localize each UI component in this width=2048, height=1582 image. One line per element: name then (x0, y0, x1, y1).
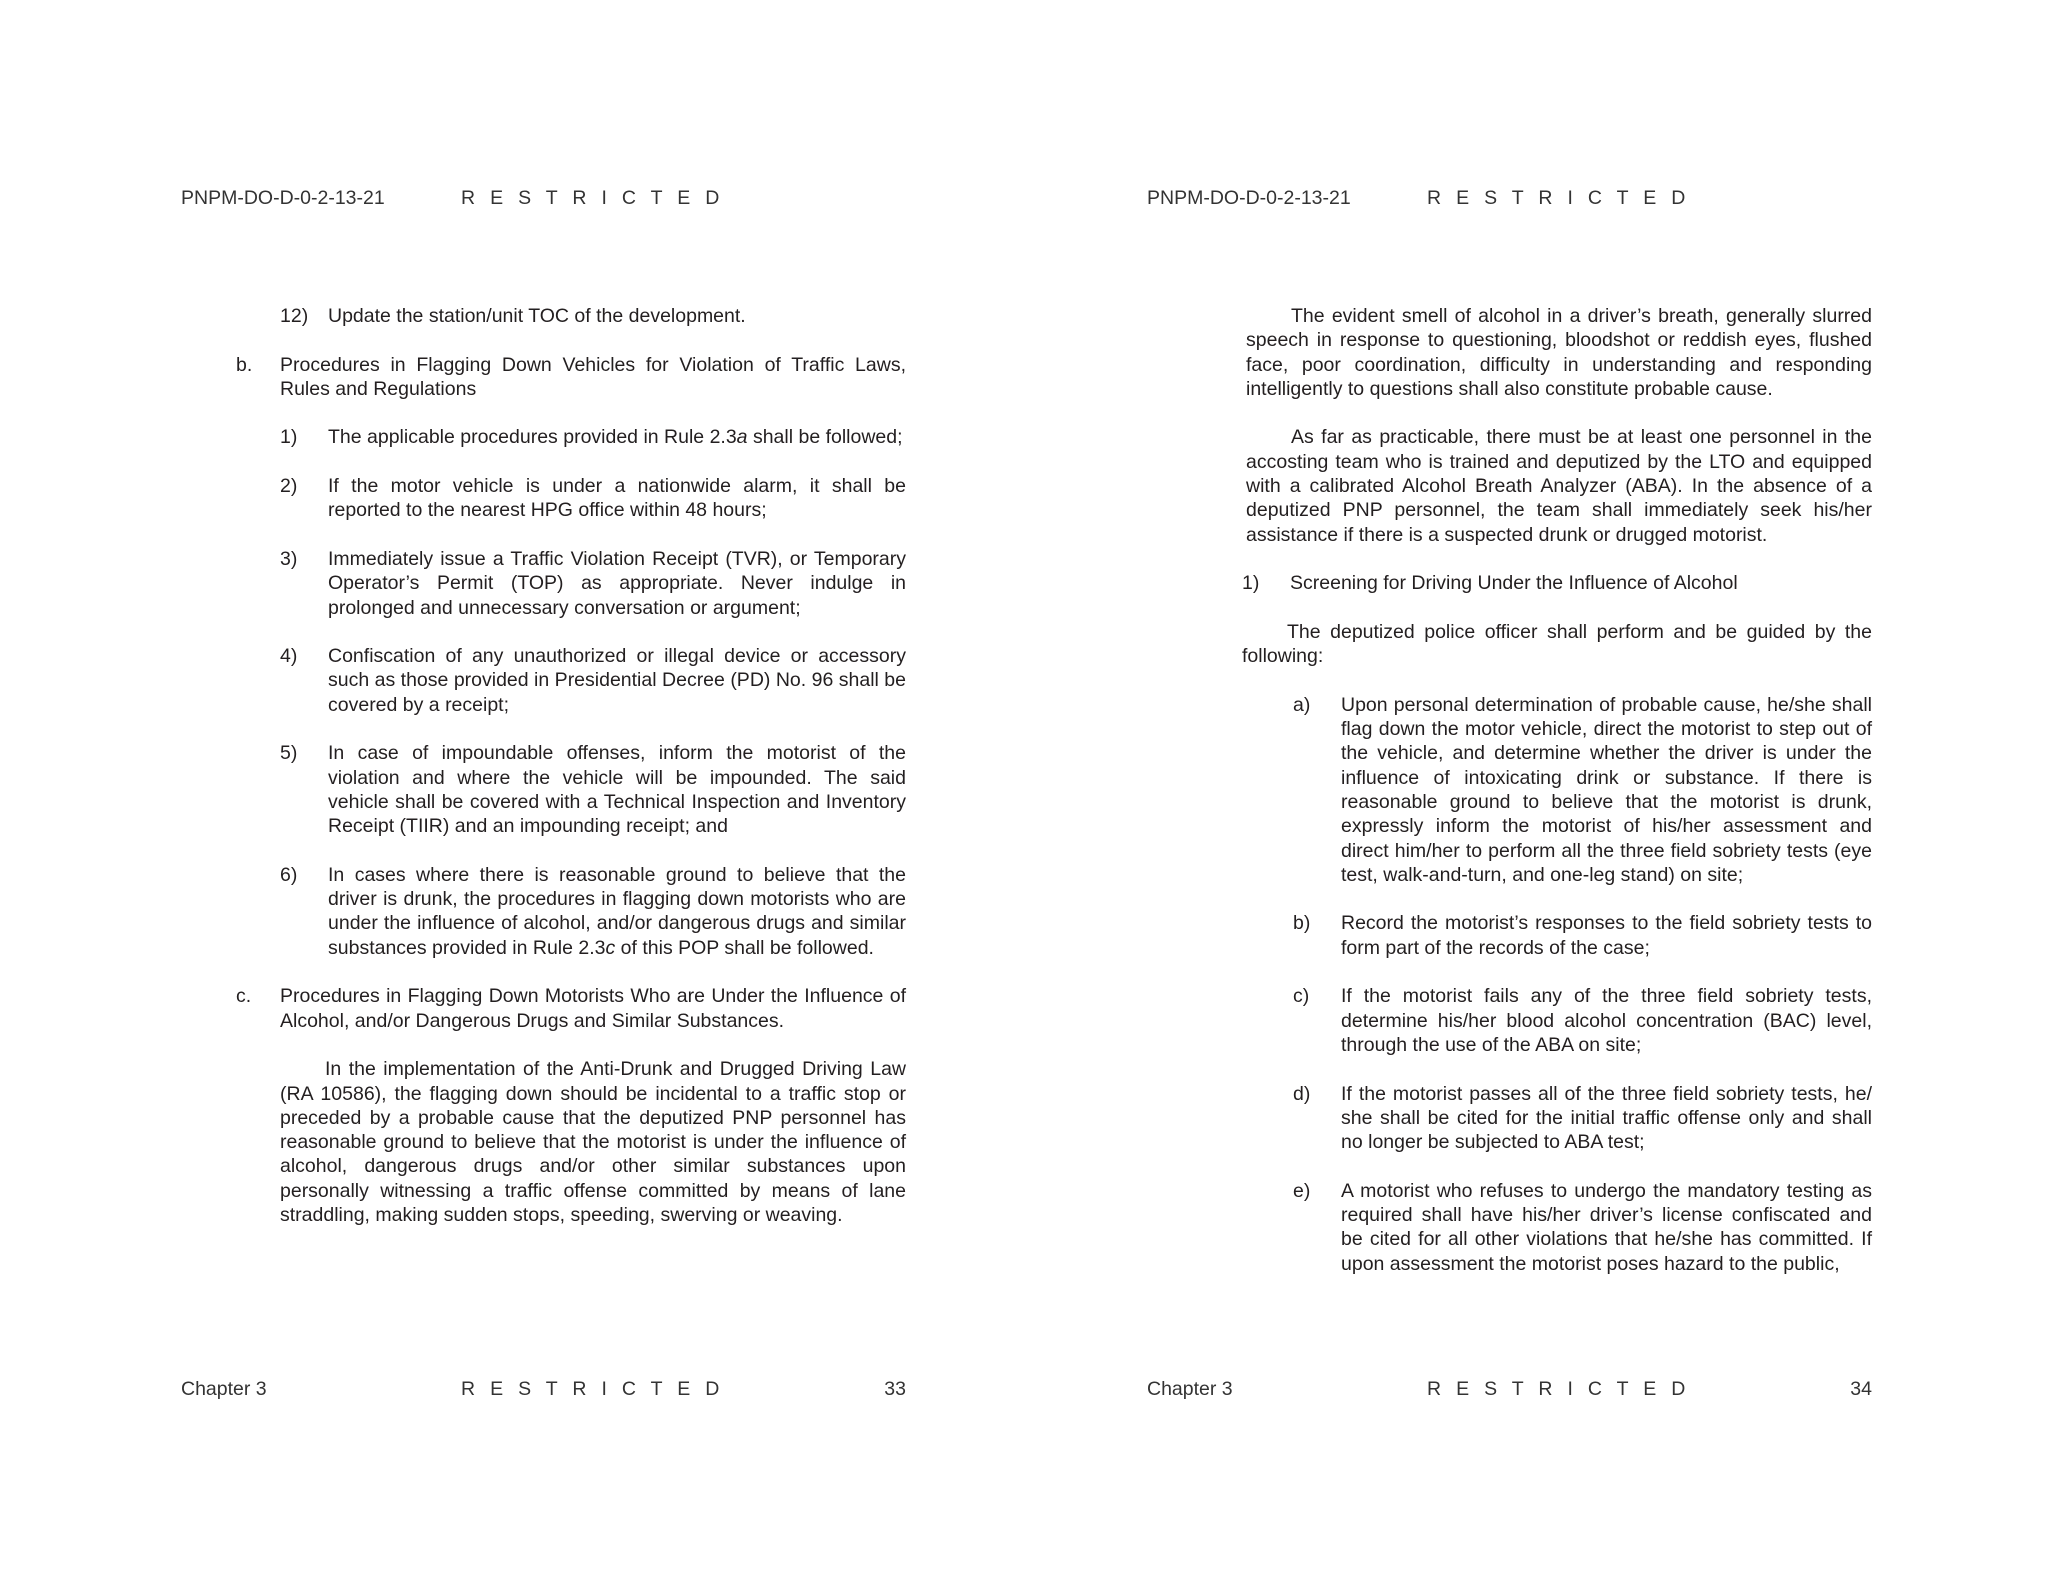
item-text: Immediately issue a Traffic Violation Receipt (TVR), or Temporary Operator’s Permit (TOP) as appropriate. Never indulge in prolonged and unnecessary conversation or argument; (328, 547, 906, 619)
section-heading: Procedures in Flagging Down Motorists Who are Under the Influence of Alcohol, and/or Dangerous Drugs and Similar Substances. (280, 985, 906, 1032)
item-text: If the motorist passes all of the three field sobriety tests, he/ she shall be cited for the initial traffic offense only and shall no longer be subjected to ABA test; (1341, 1082, 1872, 1154)
paragraph: As far as practicable, there must be at least one personnel in the accosting team who is trained and deputized by the LTO and equipped with a calibrated Alcohol Breath Analyzer (ABA). In the absence of a deputized PNP personnel, the team shall immediately seek his/her assistance if there is a suspected drunk or drugged motorist. (1246, 426, 1872, 546)
item-text: Update the station/unit TOC of the development. (328, 305, 746, 327)
list-item (280, 644, 906, 717)
page-body (236, 304, 906, 1252)
page-number: 34 (1850, 1378, 1872, 1400)
item-label: a) (1293, 693, 1311, 716)
item-text: If the motorist fails any of the three field sobriety tests, determine his/her blood alcohol concentration (BAC) level, through the use of the ABA on site; (1341, 985, 1872, 1056)
paragraph: In the implementation of the Anti-Drunk and Drugged Driving Law (RA 10586), the flagging down should be incidental to a traffic stop or preceded by a probable cause that the deputized PNP personnel has reasonable ground to believe that the motorist is under the influence of alcohol, dangerous drugs and/or other similar substances upon personally witnessing a traffic offense committed by means of lane straddling, making sudden stops, speeding, swerving or weaving. (280, 1058, 906, 1226)
item-label: b) (1293, 912, 1311, 935)
item-text: In case of impoundable offenses, inform the motorist of the violation and where the vehicle will be impounded. The said vehicle shall be covered with a Technical Inspection and Inventory Receipt (TIIR) and an impounding receipt; and (328, 742, 906, 838)
paragraph: The deputized police officer shall perform and be guided by the following: (1242, 620, 1872, 668)
list-item (280, 474, 906, 523)
section-label: c. (236, 985, 252, 1008)
footer-chapter: Chapter 3 (1147, 1378, 1233, 1400)
item-label: 1) (1242, 572, 1260, 595)
item-text: Upon personal determination of probable cause, he/she shall flag down the motor vehicle, direct the motorist to step out of the vehicle, and determine whether the driver is under the influence of intoxicating drink or substance. If there is reasonable ground to believe that the motorist is drunk, expressly inform the motorist of his/her assessment and direct him/her to perform all the three field sobriety tests (eye test, walk-and-turn, and one-leg stand) on site; (1341, 693, 1872, 886)
item-text: In cases where there is reasonable ground to believe that the driver is drunk, the procedures in flagging down motorists who are under the influence of alcohol, and/or dangerous drugs and similar substances provided in Rule 2.3c of this POP shall be followed. (328, 863, 906, 959)
item-label: 6) (280, 863, 298, 886)
section-b (236, 353, 906, 402)
footer-classification: R E S T R I C T E D (1427, 1378, 1691, 1400)
numbered-heading (1242, 571, 1872, 595)
list-item (1293, 693, 1872, 887)
list-item (280, 863, 906, 960)
item-label: 12) (280, 305, 309, 327)
header-classification: R E S T R I C T E D (461, 187, 725, 209)
list-item (280, 547, 906, 620)
item-text: A motorist who refuses to undergo the mandatory testing as required shall have his/her driver’s license confiscated and be cited for all other violations that he/she has committed. If upon assessment the motorist poses hazard to the public, (1341, 1179, 1872, 1275)
item-text: If the motor vehicle is under a nationwide alarm, it shall be reported to the nearest HPG office within 48 hours; (328, 475, 906, 522)
item-label: e) (1293, 1179, 1311, 1202)
list-item (1293, 911, 1872, 960)
item-text: The applicable procedures provided in Rule 2.3a shall be followed; (328, 426, 903, 449)
item-label: d) (1293, 1082, 1311, 1105)
item-label: 5) (280, 742, 298, 765)
item-label: 1) (280, 426, 298, 449)
item-label: 4) (280, 645, 298, 668)
right-page (966, 0, 1990, 1582)
item-label: 2) (280, 475, 298, 498)
header-doc-number: PNPM-DO-D-0-2-13-21 (1147, 187, 1351, 209)
footer-chapter: Chapter 3 (181, 1378, 267, 1400)
list-item (1293, 1179, 1872, 1276)
list-item (1293, 984, 1872, 1057)
item-label: 3) (280, 547, 298, 570)
item-text: Record the motorist’s responses to the field sobriety tests to form part of the records of the case; (1341, 912, 1872, 959)
list-item (280, 425, 906, 449)
section-label: b. (236, 353, 253, 376)
item-label: c) (1293, 985, 1310, 1008)
list-item (1293, 1082, 1872, 1155)
header-doc-number: PNPM-DO-D-0-2-13-21 (181, 187, 385, 209)
header-classification: R E S T R I C T E D (1427, 187, 1691, 209)
footer-classification: R E S T R I C T E D (461, 1378, 725, 1400)
section-heading: Procedures in Flagging Down Vehicles for Violation of Traffic Laws, Rules and Regulations (280, 353, 906, 400)
page-body (1242, 304, 1872, 1300)
list-item (280, 741, 906, 838)
section-c (236, 984, 906, 1033)
paragraph: The evident smell of alcohol in a driver’s breath, generally slurred speech in response to questioning, bloodshot or reddish eyes, flushed face, poor coordination, difficulty in understanding and responding intelligently to questions shall also constitute probable cause. (1246, 305, 1872, 400)
page-number: 33 (884, 1378, 906, 1400)
list-item (280, 304, 906, 328)
item-text: Screening for Driving Under the Influence of Alcohol (1290, 572, 1738, 595)
item-text: Confiscation of any unauthorized or illegal device or accessory such as those provided in Presidential Decree (PD) No. 96 shall be covered by a receipt; (328, 645, 906, 716)
